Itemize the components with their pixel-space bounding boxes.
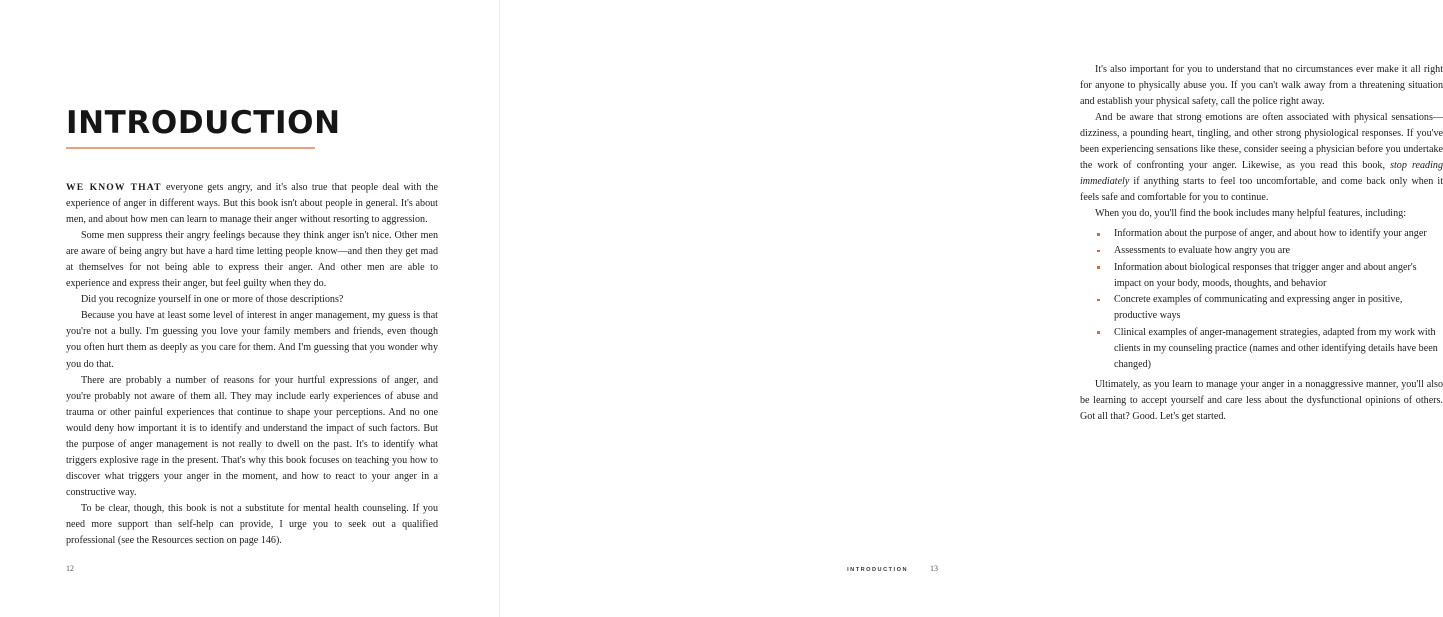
list-item-label: Clinical examples of anger-management strategies, adapted from my work with clients in my counseling practice (names and other identifying details have been changed) xyxy=(1114,326,1438,370)
square-bullet-icon xyxy=(1097,331,1100,334)
paragraph-text-before-emphasis: And be aware that strong emotions are often associated with physical sensations—dizziness, a pounding heart, tingling, and other strong physiological responses. If you've been experiencing sensations like these, consider seeing a physician before you undertake the work of confronting your anger. Likewise, as you read this book, xyxy=(1080,112,1443,172)
list-item-label: Concrete examples of communicating and expressing anger in positive, productive ways xyxy=(1114,294,1403,322)
paragraph: It's also important for you to understand that no circumstances ever make it all right for anyone to physically abuse you. If you can't walk away from a threatening situation and establish your physical safety, call the police right away. xyxy=(1080,64,1443,108)
page-number-right: 13 xyxy=(930,564,938,573)
paragraph: Because you have at least some level of interest in anger management, my guess is that you're not a bully. I'm guessing you love your family members and friends, even though you often hurt them as deeply as you care for them. And I'm guessing that you wonder why you do that. xyxy=(66,310,438,370)
paragraph: To be clear, though, this book is not a substitute for mental health counseling. If you need more support than self-help can provide, I urge you to seek out a qualified professional (see the Resources section on page 146). xyxy=(66,502,438,547)
left-page xyxy=(0,0,500,617)
list-item xyxy=(1096,243,1443,259)
square-bullet-icon xyxy=(1097,266,1100,269)
running-footer xyxy=(847,564,938,573)
paragraph-opening xyxy=(66,180,438,228)
emphasized-phrase: stop reading immediately xyxy=(1080,160,1443,188)
page-title: INTRODUCTION xyxy=(66,105,341,141)
paragraph-text: everyone gets angry, and it's also true that people deal with the experience of anger in different ways. But this book isn't about people in general. It's about men, and about how men can learn to manage their anger without resorting to aggression. xyxy=(66,182,438,226)
list-item xyxy=(1096,325,1443,373)
square-bullet-icon xyxy=(1097,250,1100,253)
paragraph: There are probably a number of reasons for your hurtful expressions of anger, and you're probably not aware of them all. They may include early experiences of abuse and trauma or other painful experiences that continue to shape your perceptions. And no one would deny how important it is to identify and understand the impact of such factors. But the purpose of anger management is not really to dwell on the past. It's to identify what triggers explosive rage in the present. That's why this book focuses on teaching you how to discover what triggers your anger in the moment, and how to react to your anger in a constructive way. xyxy=(66,374,438,498)
paragraph: Did you recognize yourself in one or more of those descriptions? xyxy=(81,294,344,306)
right-page xyxy=(500,0,1443,617)
list-intro-paragraph: When you do, you'll find the book includes many helpful features, including: xyxy=(1095,208,1407,220)
running-head-title: INTRODUCTION xyxy=(847,567,908,573)
list-item xyxy=(1096,226,1443,242)
list-item-label: Information about biological responses that trigger anger and about anger's impact on your body, moods, thoughts, and behavior xyxy=(1114,261,1417,289)
square-bullet-icon xyxy=(1097,233,1100,236)
paragraph: Some men suppress their angry feelings because they think anger isn't nice. Other men are aware of being angry but have a hard time letting people know—and then they get mad at themselves for not being able to express their anger. And other men are able to experience and express their anger, but feel guilty when they do. xyxy=(66,230,438,290)
paragraph-text-after-emphasis: if anything starts to feel too uncomfortable, and come back only when it feels safe and comfortable for you to continue. xyxy=(1080,176,1443,204)
lead-in-smallcaps: WE KNOW THAT xyxy=(66,182,162,193)
features-list xyxy=(1080,226,1443,372)
list-item-label: Information about the purpose of anger, and about how to identify your anger xyxy=(1114,228,1427,240)
square-bullet-icon xyxy=(1097,299,1100,302)
paragraph-with-emphasis xyxy=(1080,110,1443,206)
spread-gutter-divider xyxy=(499,0,500,617)
page-number-left: 12 xyxy=(66,564,74,573)
title-underline-rule xyxy=(66,147,315,149)
list-item xyxy=(1096,260,1443,292)
list-item-label: Assessments to evaluate how angry you are xyxy=(1114,245,1291,257)
right-column-body xyxy=(1080,62,1443,425)
left-column-body xyxy=(66,180,438,549)
list-item xyxy=(1096,292,1443,324)
closing-paragraph: Ultimately, as you learn to manage your anger in a nonaggressive manner, you'll also be learning to accept yourself and care less about the dysfunctional opinions of others. Got all that? Good. Let's get started. xyxy=(1080,378,1443,422)
chapter-heading xyxy=(66,105,438,149)
